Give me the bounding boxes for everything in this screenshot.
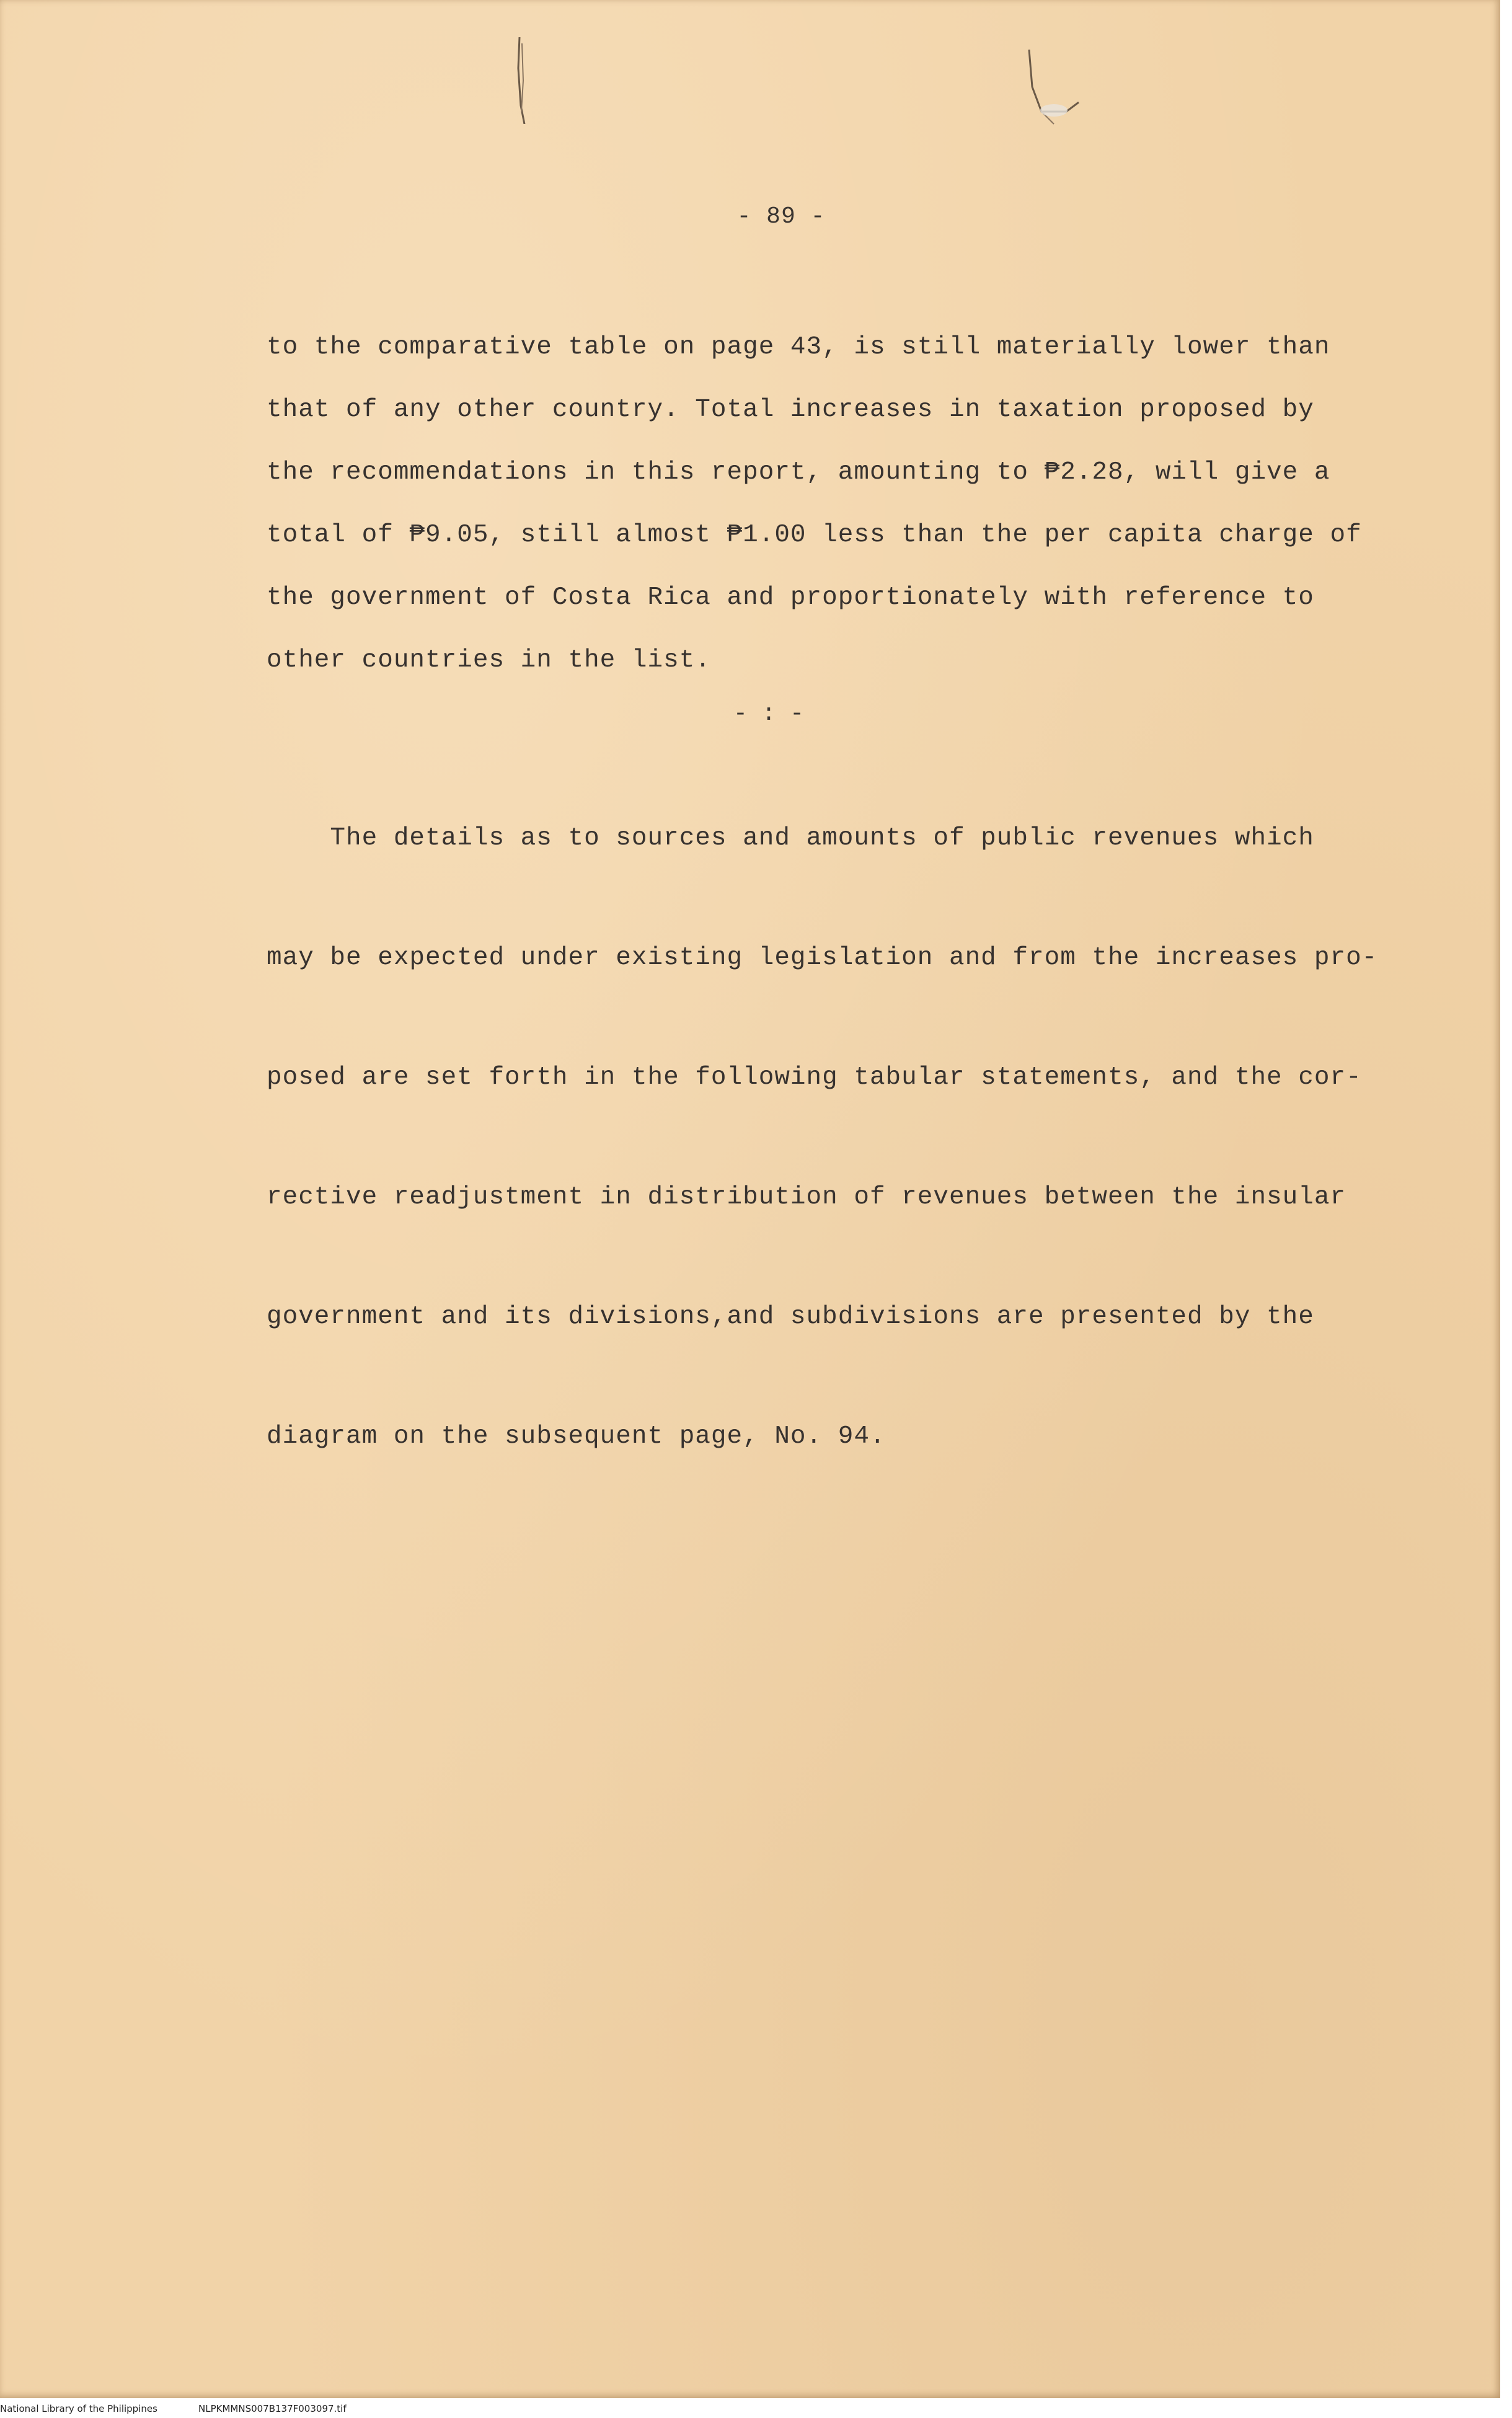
paragraph-2 xyxy=(267,750,1401,1525)
text-line: to the comparative table on page 43, is still materially lower than xyxy=(267,333,1330,361)
text-line: total of ₱9.05, still almost ₱1.00 less than the per capita charge of xyxy=(267,521,1362,549)
paragraph-1 xyxy=(267,316,1401,692)
staple-hole-right xyxy=(1017,43,1085,130)
section-separator: - : - xyxy=(733,701,805,727)
text-line: government and its divisions,and subdivisions are presented by the xyxy=(267,1303,1314,1331)
text-line: the recommendations in this report, amounting to ₱2.28, will give a xyxy=(267,458,1330,487)
text-line: rective readjustment in distribution of revenues between the insular xyxy=(267,1183,1346,1211)
staple-hole-left xyxy=(508,31,533,124)
text-line: that of any other country. Total increases in taxation proposed by xyxy=(267,396,1314,424)
text-line: may be expected under existing legislation and from the increases pro- xyxy=(267,944,1378,972)
footer-file-id: NLPKMMNS007B137F003097.tif xyxy=(198,2403,347,2414)
text-line: the government of Costa Rica and proportionately with reference to xyxy=(267,583,1314,612)
text-line: posed are set forth in the following tabular statements, and the cor- xyxy=(267,1063,1362,1092)
scan-footer xyxy=(0,2402,1512,2418)
page-number: - 89 - xyxy=(736,203,826,230)
text-line: other countries in the list. xyxy=(267,646,711,675)
text-line: The details as to sources and amounts of public revenues which xyxy=(267,824,1314,852)
footer-institution: National Library of the Philippines xyxy=(0,2403,157,2414)
text-line: diagram on the subsequent page, No. 94. xyxy=(267,1422,886,1451)
